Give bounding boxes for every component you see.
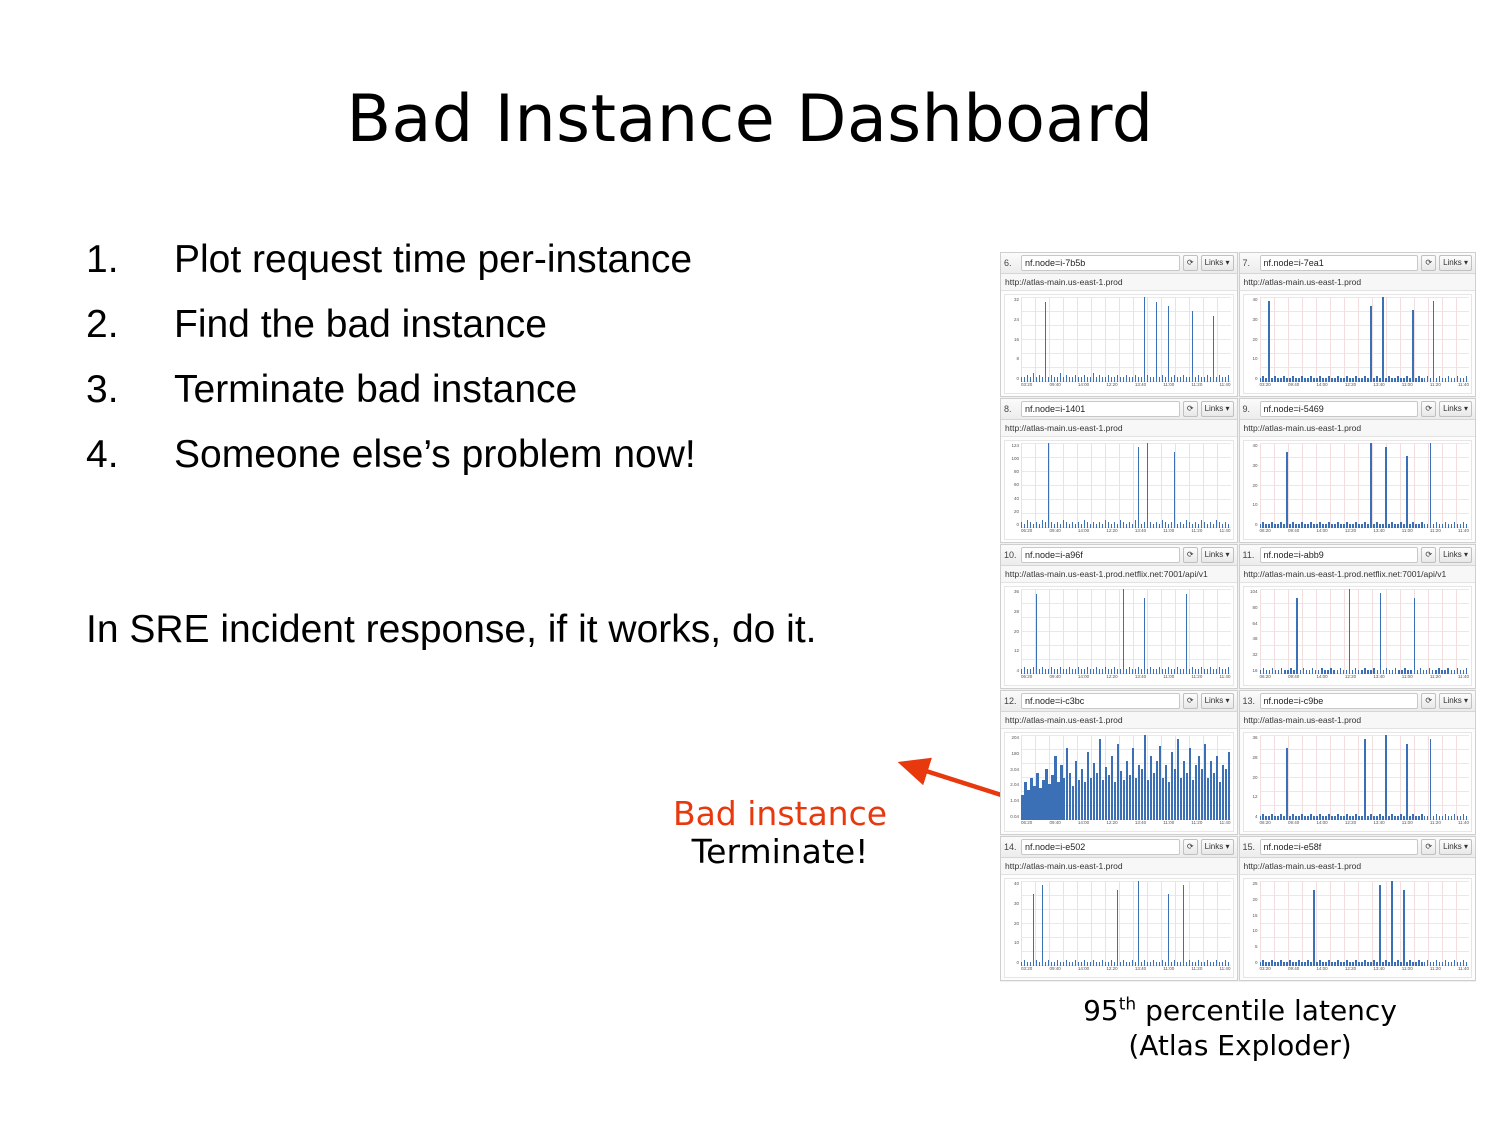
x-axis-labels	[1260, 966, 1470, 976]
x-tick-label: 11:40	[1458, 966, 1469, 971]
x-tick-label: 14:00	[1316, 820, 1328, 825]
y-tick-label: 80	[1013, 469, 1019, 475]
panel-url[interactable]: http://atlas-main.us-east-1.prod	[1001, 420, 1237, 437]
y-tick-label: 204	[1011, 735, 1019, 740]
x-tick-label: 06:20	[1259, 674, 1271, 679]
latency-chart	[1243, 732, 1473, 832]
refresh-icon[interactable]: ⟳	[1183, 693, 1198, 709]
x-tick-label: 11:00	[1401, 674, 1413, 679]
refresh-icon[interactable]: ⟳	[1183, 255, 1198, 271]
x-tick-label: 11:00	[1401, 382, 1413, 387]
x-tick-label: 11:00	[1401, 528, 1413, 533]
x-tick-label: 09:40	[1049, 528, 1061, 533]
dashboard-panel[interactable]	[1239, 690, 1477, 835]
y-axis-labels	[1245, 881, 1259, 965]
chart-plot-area	[1021, 881, 1231, 966]
latency-chart	[1243, 440, 1473, 540]
list-item	[86, 435, 946, 474]
panel-url[interactable]: http://atlas-main.us-east-1.prod	[1240, 712, 1476, 729]
y-tick-label: 48	[1252, 636, 1258, 642]
x-tick-label: 03:20	[1259, 966, 1271, 971]
x-tick-label: 11:20	[1191, 528, 1203, 533]
panel-index: 12.	[1004, 696, 1017, 706]
x-tick-label: 13:40	[1134, 382, 1147, 387]
x-tick-label: 12:20	[1106, 820, 1118, 825]
links-dropdown[interactable]: Links ▾	[1201, 401, 1234, 417]
y-tick-label: 20	[1252, 336, 1258, 342]
caption-suffix: percentile latency	[1136, 994, 1397, 1027]
x-tick-label: 14:00	[1316, 966, 1328, 971]
y-tick-label: 40	[1013, 495, 1019, 501]
panel-header	[1001, 837, 1237, 858]
latency-chart	[1243, 294, 1473, 394]
x-tick-label: 03:20	[1021, 382, 1033, 387]
x-tick-label: 13:40	[1373, 382, 1385, 387]
list-item-label: Plot request time per-instance	[174, 238, 693, 281]
panel-query-input[interactable]: nf.node=i-5469	[1260, 401, 1419, 417]
list-item	[86, 240, 946, 279]
x-tick-label: 11:40	[1219, 528, 1231, 533]
refresh-icon[interactable]: ⟳	[1421, 401, 1436, 417]
panel-header	[1240, 837, 1476, 858]
y-tick-label: 10	[1252, 356, 1258, 362]
x-tick-label: 11:00	[1163, 674, 1175, 679]
x-tick-label: 14:00	[1077, 674, 1090, 679]
x-tick-label: 11:20	[1429, 528, 1441, 533]
caption-ordinal: th	[1118, 994, 1137, 1015]
x-tick-label: 09:40	[1049, 820, 1061, 825]
chart-plot-area	[1260, 297, 1470, 382]
x-tick-label: 13:40	[1134, 966, 1147, 971]
panel-header	[1240, 253, 1476, 274]
y-tick-label: 16	[1013, 336, 1019, 342]
x-axis-labels	[1021, 382, 1231, 392]
x-tick-label: 12:20	[1106, 528, 1118, 533]
x-tick-label: 13:40	[1373, 966, 1385, 971]
panel-url[interactable]: http://atlas-main.us-east-1.prod	[1001, 712, 1237, 729]
y-tick-label: 30	[1013, 900, 1019, 906]
panel-query-input[interactable]: nf.node=i-a96f	[1021, 547, 1180, 563]
y-tick-label: 24	[1013, 316, 1019, 322]
chart-plot-area	[1260, 735, 1470, 820]
annotation-line-1: Bad instance	[672, 794, 888, 833]
x-tick-label: 14:00	[1077, 820, 1090, 825]
y-tick-label: 0	[1016, 521, 1019, 527]
x-tick-label: 09:40	[1287, 966, 1300, 971]
y-tick-label: 10	[1252, 928, 1258, 934]
x-tick-label: 14:00	[1316, 528, 1328, 533]
refresh-icon[interactable]: ⟳	[1421, 255, 1436, 271]
y-tick-label: 20	[1252, 482, 1258, 488]
y-axis-labels	[1245, 589, 1259, 673]
x-tick-label: 11:40	[1219, 820, 1231, 825]
y-tick-label: 10	[1013, 940, 1019, 946]
y-tick-label: 64	[1252, 620, 1258, 626]
panel-index: 11.	[1242, 550, 1255, 560]
y-tick-label: 124	[1011, 443, 1019, 448]
y-tick-label: 80	[1252, 604, 1258, 610]
x-tick-label: 09:40	[1049, 382, 1061, 387]
x-tick-label: 12:20	[1344, 528, 1357, 533]
x-tick-label: 13:40	[1134, 528, 1147, 533]
x-tick-label: 13:40	[1373, 528, 1385, 533]
y-tick-label: 28	[1252, 754, 1258, 760]
series-bars	[1021, 735, 1231, 820]
refresh-icon[interactable]: ⟳	[1421, 547, 1436, 563]
x-tick-label: 11:00	[1163, 528, 1175, 533]
latency-chart	[1004, 440, 1234, 540]
x-tick-label: 11:40	[1458, 528, 1469, 533]
list-item-label: Terminate bad instance	[174, 368, 578, 411]
x-tick-label: 11:20	[1429, 382, 1441, 387]
y-tick-label: 2.04	[1010, 782, 1019, 788]
panel-header	[1001, 399, 1237, 420]
x-tick-label: 09:40	[1049, 966, 1061, 971]
list-item-number: 1.	[86, 238, 119, 281]
dashboard-panel[interactable]	[1239, 398, 1477, 543]
dashboard-panel[interactable]	[1000, 252, 1238, 397]
caption-number: 95	[1083, 994, 1119, 1027]
y-tick-label: 5	[1254, 944, 1258, 950]
panel-header	[1240, 691, 1476, 712]
y-tick-label: 32	[1252, 652, 1258, 658]
series-bars	[1021, 881, 1231, 966]
x-tick-label: 11:00	[1401, 820, 1413, 825]
panel-index: 10.	[1004, 550, 1017, 560]
y-tick-label: 1.04	[1010, 798, 1019, 804]
links-dropdown[interactable]: Links ▾	[1201, 547, 1234, 563]
x-tick-label: 12:20	[1344, 966, 1357, 971]
y-tick-label: 32	[1013, 297, 1019, 302]
y-tick-label: 20	[1013, 628, 1019, 634]
latency-chart	[1004, 732, 1234, 832]
panel-query-input[interactable]: nf.node=i-c3bc	[1021, 693, 1180, 709]
list-item-number: 4.	[86, 433, 119, 476]
x-tick-label: 13:40	[1373, 674, 1385, 679]
x-tick-label: 03:20	[1021, 966, 1033, 971]
chart-plot-area	[1021, 735, 1231, 820]
y-tick-label: 36	[1252, 735, 1258, 740]
y-tick-label: 0	[1254, 376, 1258, 381]
y-tick-label: 36	[1013, 589, 1019, 594]
y-tick-label: 180	[1011, 750, 1019, 756]
x-axis-labels	[1260, 528, 1470, 538]
x-tick-label: 11:20	[1191, 674, 1203, 679]
x-axis-labels	[1021, 820, 1231, 830]
x-tick-label: 12:20	[1106, 966, 1118, 971]
x-tick-label: 12:20	[1344, 382, 1357, 387]
y-axis-labels	[1006, 881, 1020, 965]
links-dropdown[interactable]: Links ▾	[1439, 693, 1472, 709]
x-tick-label: 06:20	[1021, 674, 1033, 679]
panel-url[interactable]: http://atlas-main.us-east-1.prod	[1240, 420, 1476, 437]
y-tick-label: 12	[1252, 794, 1258, 800]
list-item	[86, 370, 946, 409]
series-bars	[1260, 735, 1470, 820]
atlas-dashboard-screenshot	[1000, 252, 1476, 982]
panel-index: 15.	[1242, 842, 1256, 852]
refresh-icon[interactable]: ⟳	[1183, 401, 1198, 417]
panel-index: 7.	[1242, 258, 1251, 268]
panel-header	[1001, 691, 1237, 712]
x-axis-labels	[1021, 674, 1231, 684]
panel-header	[1001, 253, 1237, 274]
x-tick-label: 11:00	[1163, 820, 1175, 825]
y-tick-label: 12	[1013, 648, 1019, 654]
chart-plot-area	[1021, 443, 1231, 528]
x-tick-label: 09:40	[1049, 674, 1061, 679]
y-axis-labels	[1006, 589, 1020, 673]
x-axis-labels	[1260, 382, 1470, 392]
x-tick-label: 11:20	[1429, 674, 1441, 679]
series-bars	[1021, 297, 1231, 382]
y-tick-label: 20	[1013, 508, 1019, 514]
y-axis-labels	[1245, 735, 1259, 819]
x-tick-label: 14:00	[1077, 966, 1090, 971]
y-tick-label: 0	[1016, 960, 1019, 965]
x-tick-label: 06:20	[1021, 820, 1033, 825]
x-tick-label: 11:00	[1163, 966, 1175, 971]
panel-header	[1240, 545, 1476, 566]
panel-index: 14.	[1004, 842, 1017, 852]
x-tick-label: 11:40	[1458, 820, 1469, 825]
y-axis-labels	[1006, 443, 1020, 527]
x-axis-labels	[1021, 966, 1231, 976]
links-dropdown[interactable]: Links ▾	[1439, 401, 1472, 417]
y-axis-labels	[1245, 443, 1259, 527]
list-item-number: 3.	[86, 368, 119, 411]
annotation-line-2: Terminate!	[691, 831, 869, 871]
dashboard-panel[interactable]	[1000, 836, 1238, 981]
x-tick-label: 13:40	[1134, 674, 1147, 679]
y-tick-label: 60	[1013, 482, 1019, 488]
panel-query-input[interactable]: nf.node=i-c9be	[1260, 693, 1419, 709]
dashboard-panel[interactable]	[1239, 252, 1477, 397]
page-title: Bad Instance Dashboard	[346, 82, 1154, 157]
x-tick-label: 12:20	[1344, 674, 1357, 679]
x-tick-label: 14:00	[1316, 382, 1328, 387]
x-axis-labels	[1260, 820, 1470, 830]
y-tick-label: 4	[1016, 668, 1019, 673]
series-bars	[1021, 589, 1231, 674]
panel-header	[1240, 399, 1476, 420]
y-tick-label: 0	[1254, 522, 1258, 527]
y-tick-label: 16	[1252, 667, 1258, 673]
x-tick-label: 14:00	[1077, 528, 1090, 533]
y-tick-label: 20	[1013, 920, 1019, 926]
y-tick-label: 10	[1252, 502, 1258, 508]
x-tick-label: 06:20	[1259, 820, 1271, 825]
x-tick-label: 11:00	[1163, 382, 1175, 387]
y-tick-label: 20	[1252, 896, 1258, 902]
panel-url[interactable]: http://atlas-main.us-east-1.prod	[1240, 274, 1476, 291]
x-tick-label: 11:40	[1219, 966, 1231, 971]
panel-index: 13.	[1242, 696, 1256, 706]
x-tick-label: 12:20	[1106, 674, 1118, 679]
latency-chart	[1004, 878, 1234, 978]
y-axis-labels	[1006, 735, 1020, 819]
x-tick-label: 11:20	[1191, 382, 1203, 387]
refresh-icon[interactable]: ⟳	[1183, 839, 1198, 855]
panel-index: 9.	[1242, 404, 1251, 414]
series-bars	[1260, 443, 1470, 528]
numbered-list	[86, 240, 946, 500]
y-tick-label: 4	[1254, 814, 1258, 819]
y-tick-label: 0.04	[1010, 813, 1019, 819]
latency-chart	[1004, 586, 1234, 686]
refresh-icon[interactable]: ⟳	[1421, 839, 1436, 855]
x-tick-label: 11:20	[1191, 820, 1203, 825]
chart-plot-area	[1021, 589, 1231, 674]
panel-index: 6.	[1004, 258, 1012, 268]
links-dropdown[interactable]: Links ▾	[1439, 255, 1472, 271]
panel-query-input[interactable]: nf.node=i-7b5b	[1021, 255, 1180, 271]
x-tick-label: 12:20	[1344, 820, 1357, 825]
y-tick-label: 8	[1016, 356, 1019, 362]
list-item	[86, 305, 946, 344]
x-tick-label: 11:20	[1191, 966, 1203, 971]
x-tick-label: 14:00	[1316, 674, 1328, 679]
series-bars	[1260, 297, 1470, 382]
list-item-number: 2.	[86, 303, 119, 346]
x-tick-label: 14:00	[1077, 382, 1090, 387]
dashboard-panel[interactable]	[1000, 690, 1238, 835]
x-tick-label: 09:40	[1287, 528, 1300, 533]
chart-plot-area	[1260, 881, 1470, 966]
y-tick-label: 30	[1252, 316, 1258, 322]
panel-query-input[interactable]: nf.node=i-e502	[1021, 839, 1180, 855]
y-tick-label: 15	[1252, 912, 1258, 918]
panel-url[interactable]: http://atlas-main.us-east-1.prod	[1240, 858, 1476, 875]
panel-url[interactable]: http://atlas-main.us-east-1.prod	[1001, 274, 1237, 291]
y-tick-label: 40	[1252, 443, 1258, 448]
chart-plot-area	[1260, 589, 1470, 674]
latency-chart	[1243, 878, 1473, 978]
panel-query-input[interactable]: nf.node=i-e58f	[1260, 839, 1419, 855]
list-item-label: Someone else’s problem now!	[174, 433, 696, 476]
links-dropdown[interactable]: Links ▾	[1201, 255, 1234, 271]
x-tick-label: 11:40	[1219, 674, 1231, 679]
dashboard-panel[interactable]	[1000, 398, 1238, 543]
panel-url[interactable]: http://atlas-main.us-east-1.prod.netflix.net:7001/api/v1	[1001, 566, 1237, 583]
caption-line-2: (Atlas Exploder)	[1128, 1029, 1352, 1062]
x-tick-label: 03:20	[1259, 382, 1271, 387]
chart-plot-area	[1021, 297, 1231, 382]
x-tick-label: 09:40	[1287, 820, 1300, 825]
links-dropdown[interactable]: Links ▾	[1439, 547, 1472, 563]
links-dropdown[interactable]: Links ▾	[1439, 839, 1472, 855]
y-tick-label: 30	[1252, 462, 1258, 468]
panel-url[interactable]: http://atlas-main.us-east-1.prod	[1001, 858, 1237, 875]
refresh-icon[interactable]: ⟳	[1421, 693, 1436, 709]
dashboard-panel[interactable]	[1239, 836, 1477, 981]
latency-chart	[1243, 586, 1473, 686]
series-bars	[1260, 881, 1470, 966]
latency-chart	[1004, 294, 1234, 394]
y-axis-labels	[1245, 297, 1259, 381]
links-dropdown[interactable]: Links ▾	[1201, 693, 1234, 709]
y-tick-label: 25	[1252, 881, 1258, 886]
x-tick-label: 11:00	[1401, 966, 1413, 971]
x-tick-label: 12:20	[1106, 382, 1118, 387]
x-tick-label: 11:20	[1429, 966, 1441, 971]
y-tick-label: 0	[1016, 376, 1019, 381]
x-tick-label: 09:40	[1287, 674, 1300, 679]
links-dropdown[interactable]: Links ▾	[1201, 839, 1234, 855]
panel-index: 8.	[1004, 404, 1012, 414]
x-tick-label: 06:20	[1021, 528, 1033, 533]
list-item-label: Find the bad instance	[174, 303, 547, 346]
dashboard-panel[interactable]	[1239, 544, 1477, 689]
refresh-icon[interactable]: ⟳	[1183, 547, 1198, 563]
dashboard-panel[interactable]	[1000, 544, 1238, 689]
y-tick-label: 40	[1252, 297, 1258, 302]
figure-caption	[1000, 993, 1480, 1063]
x-axis-labels	[1260, 674, 1470, 684]
x-tick-label: 11:20	[1429, 820, 1441, 825]
chart-plot-area	[1260, 443, 1470, 528]
y-tick-label: 100	[1011, 456, 1019, 462]
caption-line-1	[1000, 993, 1480, 1028]
y-tick-label: 3.04	[1010, 766, 1019, 772]
panel-url[interactable]: http://atlas-main.us-east-1.prod.netflix.net:7001/api/v1	[1240, 566, 1476, 583]
panel-query-input[interactable]: nf.node=i-abb9	[1260, 547, 1419, 563]
x-tick-label: 13:40	[1134, 820, 1147, 825]
x-tick-label: 06:20	[1259, 528, 1271, 533]
y-tick-label: 40	[1013, 881, 1019, 886]
y-tick-label: 0	[1254, 959, 1258, 965]
body-paragraph: In SRE incident response, if it works, do it.	[86, 608, 817, 651]
y-tick-label: 20	[1252, 774, 1258, 780]
x-tick-label: 13:40	[1373, 820, 1385, 825]
panel-query-input[interactable]: nf.node=i-1401	[1021, 401, 1180, 417]
y-axis-labels	[1006, 297, 1020, 381]
x-tick-label: 11:40	[1458, 382, 1469, 387]
panel-header	[1001, 545, 1237, 566]
series-bars	[1021, 443, 1231, 528]
x-tick-label: 11:40	[1458, 674, 1469, 679]
series-bars	[1260, 589, 1470, 674]
x-axis-labels	[1021, 528, 1231, 538]
panel-query-input[interactable]: nf.node=i-7ea1	[1260, 255, 1419, 271]
y-tick-label: 104	[1249, 589, 1258, 594]
x-tick-label: 11:40	[1219, 382, 1231, 387]
y-tick-label: 28	[1013, 608, 1019, 614]
x-tick-label: 09:40	[1287, 382, 1300, 387]
